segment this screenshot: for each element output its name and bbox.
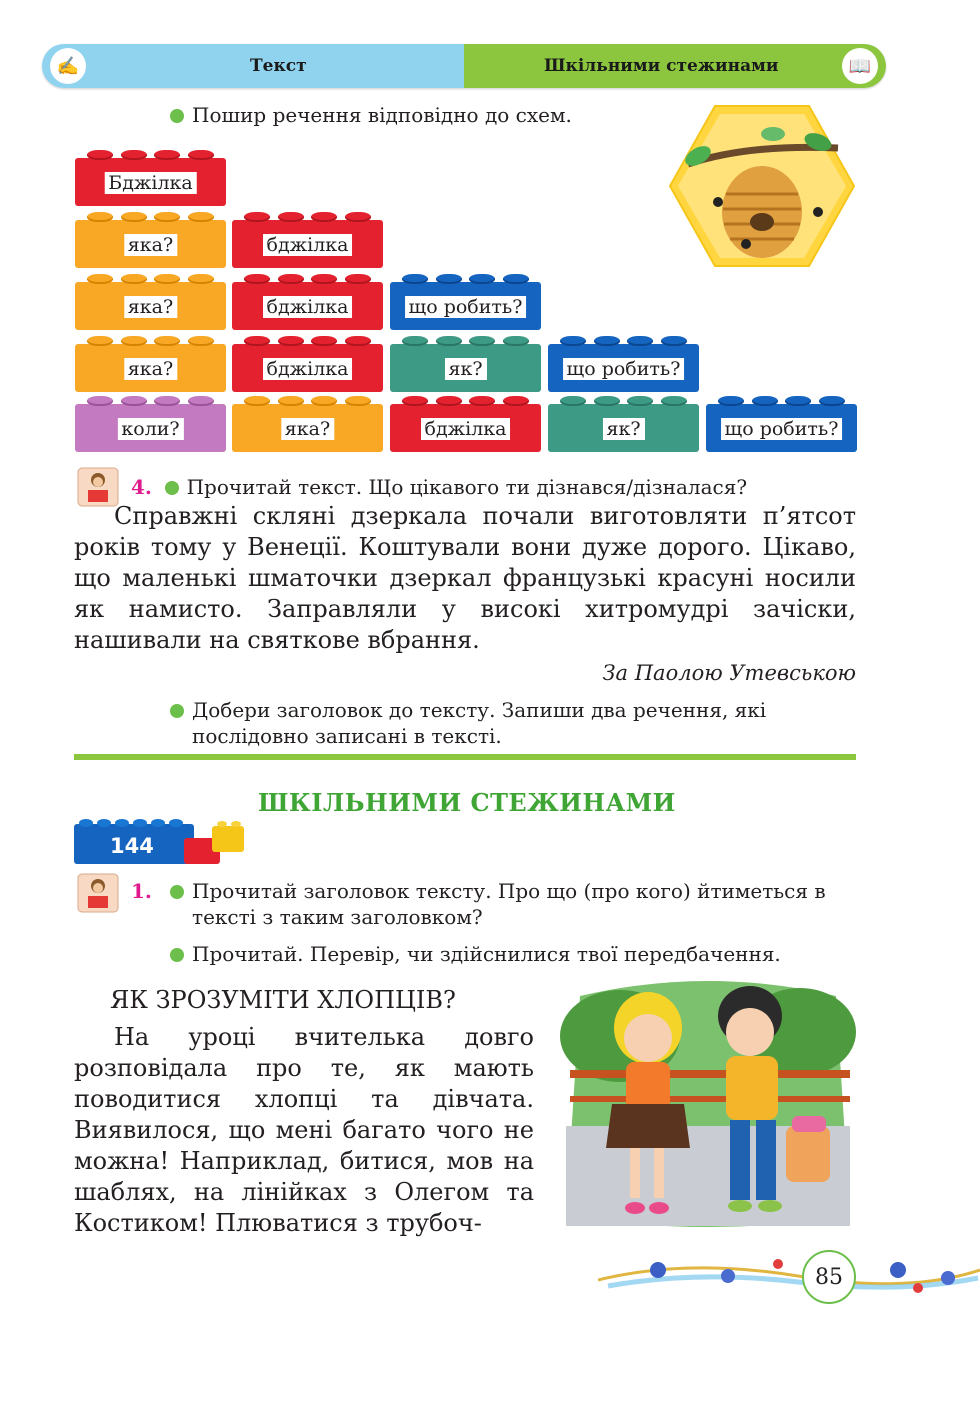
page-header: [42, 44, 886, 88]
reading-child-icon: [76, 872, 122, 914]
brick-how: [390, 344, 541, 392]
brick-label: що робить?: [721, 418, 843, 440]
section-title: ШКІЛЬНИМИ СТЕЖИНАМИ: [258, 788, 676, 817]
brick-label: що робить?: [405, 296, 527, 318]
task4-author: За Паолою Утевською: [602, 661, 856, 685]
story-title: ЯК ЗРОЗУМІТИ ХЛОПЦІВ?: [110, 986, 456, 1014]
page-number: 85: [802, 1250, 856, 1304]
header-right-title: Шкільними стежинами: [544, 56, 779, 76]
floral-ornament: [598, 1250, 980, 1300]
brick-which: [75, 282, 226, 330]
brick-instruction: Пошир речення відповідно до схем.: [170, 102, 572, 128]
brick-label: коли?: [117, 418, 183, 440]
task1-instruction2: Прочитай. Перевір, чи здійснилися твої передбачення.: [170, 941, 781, 967]
brick-which: [75, 344, 226, 392]
brick-subject: [232, 282, 383, 330]
brick-label: яка?: [124, 358, 177, 380]
beehive-illustration: [668, 104, 856, 268]
bullet-icon: [165, 481, 179, 495]
brick-label: як?: [602, 418, 644, 440]
brick-label: бджілка: [263, 358, 353, 380]
brick-predicate: [390, 282, 541, 330]
brick-label: як?: [444, 358, 486, 380]
section-divider: [74, 754, 856, 760]
bullet-icon: [170, 948, 184, 962]
brick-which: [232, 404, 383, 452]
brick-predicate: [548, 344, 699, 392]
brick-when: [75, 404, 226, 452]
brick-label: бджілка: [263, 296, 353, 318]
brick-label: яка?: [124, 296, 177, 318]
brick-predicate: [706, 404, 857, 452]
bullet-icon: [170, 704, 184, 718]
brick-which: [75, 220, 226, 268]
task-number: 1.: [131, 879, 152, 903]
pen-writing-icon: ✍: [50, 48, 86, 84]
open-book-icon: 📖: [842, 48, 878, 84]
story-text: На уроці вчителька довго розповідала про те, як мають поводитися хлопці та дівчата. Виявилося, що мені багато чого не можна! Наприклад, битися, мов на шаблях, на лінійках з Олегом та Костиком! Плюватися з трубоч-: [74, 1023, 534, 1237]
brick-label: що робить?: [563, 358, 685, 380]
header-left: [42, 44, 464, 88]
badge-number: 144: [110, 834, 154, 858]
bullet-icon: [170, 109, 184, 123]
header-right: [464, 44, 886, 88]
brick-subject: [390, 404, 541, 452]
task4-text: Справжні скляні дзеркала почали виготовляти п’ятсот років тому у Венеції. Коштували вони дуже дорого. Цікаво, що маленькі шматочки дзеркал французькі красуні носили як намисто. Заправляли у високі хитромудрі зачіски, нашивали на святкове вбрання.: [74, 502, 856, 654]
task1-instruction1: Прочитай заголовок тексту. Про що (про кого) йтиметься в тексті з таким заголовком?: [170, 878, 860, 930]
brick-label: бджілка: [263, 234, 353, 256]
task-number: 4.: [131, 475, 152, 499]
brick-label: яка?: [281, 418, 334, 440]
brick-label: яка?: [124, 234, 177, 256]
brick-how: [548, 404, 699, 452]
brick-subject: [232, 344, 383, 392]
brick-label: Бджілка: [104, 172, 197, 194]
brick-subject: [75, 158, 226, 206]
brick-subject: [232, 220, 383, 268]
brick-badge: [72, 812, 248, 866]
brick-label: бджілка: [421, 418, 511, 440]
task4-instruction: 4. Прочитай текст. Що цікавого ти дізнався/дізналася?: [131, 475, 748, 499]
task4-sub-instruction: Добери заголовок до тексту. Запиши два речення, які послідовно записані в тексті.: [170, 697, 860, 749]
bullet-icon: [170, 885, 184, 899]
children-illustration: [560, 976, 856, 1232]
header-left-title: Текст: [250, 56, 307, 76]
